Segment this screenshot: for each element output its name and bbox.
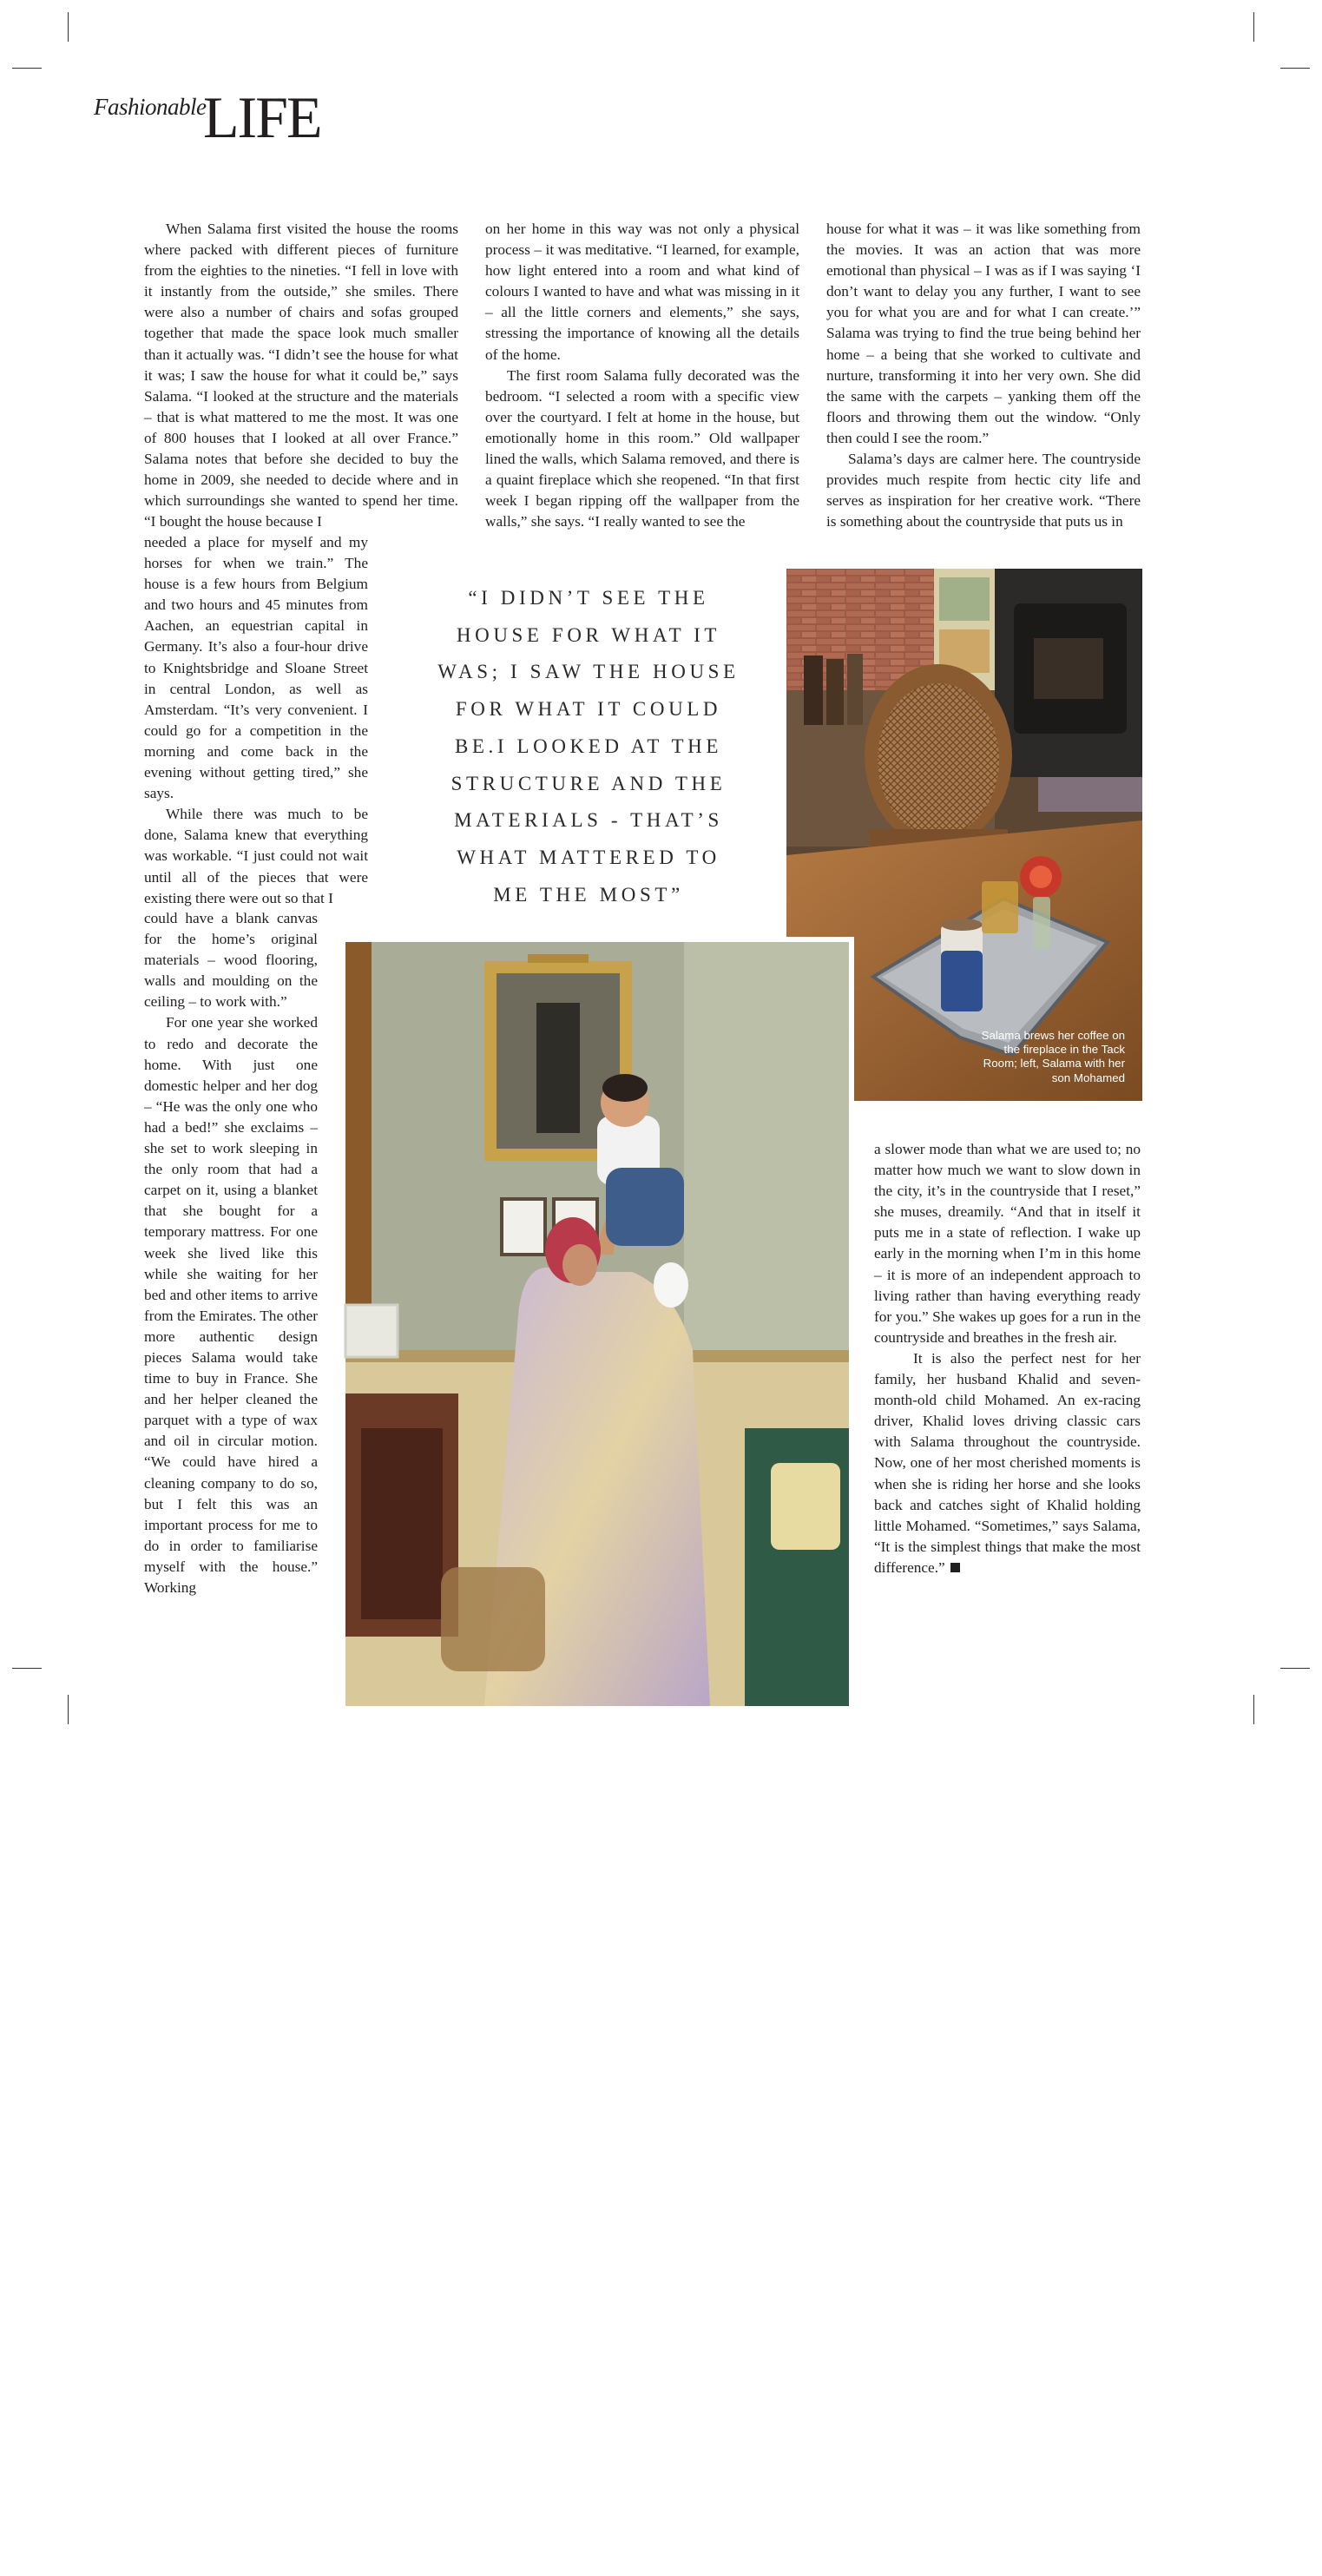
pull-quote [406, 580, 771, 913]
pull-quote-line: ME THE MOST” [493, 883, 684, 906]
crop-mark [12, 68, 42, 69]
page-number: 118 [835, 2553, 864, 2575]
photo-salama-image [345, 942, 849, 1706]
pull-quote-line: STRUCTURE AND THE [451, 772, 727, 794]
folio-section: Interiors [1046, 2557, 1103, 2575]
masthead-big: LIFE [203, 84, 321, 150]
pull-quote-line: MATERIALS - THAT’S [454, 809, 723, 832]
paragraph: The first room Salama fully decorated was the bedroom. “I selected a room with a specific view over the courtyard. I felt at home in the house, but emotionally home in this room.” Old wallpaper lined the walls, which Salama removed, and there is a quaint fireplace which she reopened. “In that first week I began ripping off the wallpaper from the walls,” she says. “I really wanted to see the [485, 366, 799, 530]
paragraph: Salama’s days are calmer here. The countryside provides much respite from hectic city life and serves as inspiration for her creative work. “There is something about the countryside that puts us in [826, 451, 1141, 530]
body-column-left-mid [144, 532, 368, 909]
crop-mark [68, 12, 69, 42]
paragraph: on her home in this way was not only a physical process – it was meditative. “I learned, for example, how light entered into a room and what kind of colours I wanted to have and what was missing in it – all the little corners and elements,” she says, stressing the importance of knowing all the details of the home. [485, 221, 799, 363]
pull-quote-line: BE.I LOOKED AT THE [454, 735, 723, 757]
paragraph: While there was much to be done, Salama knew that everything was workable. “I just could not wait until all of the pieces that were existing there were out so that I [144, 806, 368, 906]
folio-site: HarpersBazaarArabia.com [866, 2557, 1042, 2575]
end-mark [950, 1563, 960, 1572]
pull-quote-line: “I DIDN’T SEE THE [468, 587, 709, 609]
body-column-left-bottom [144, 908, 318, 1598]
folio-issue: Winter 2017 [1106, 2557, 1188, 2575]
pull-quote-line: WAS; I SAW THE HOUSE [437, 661, 740, 683]
photo-caption: Salama brews her coffee on the fireplace in the Tack Room; left, Salama with her son Mohamed [981, 1028, 1125, 1084]
body-column-right [826, 219, 1141, 532]
crop-mark [1280, 68, 1310, 69]
folio [835, 2553, 1187, 2576]
body-column-middle [485, 219, 799, 532]
crop-mark [1253, 12, 1254, 42]
masthead-small: Fashionable [94, 94, 207, 120]
pull-quote-line: HOUSE FOR WHAT IT [456, 623, 721, 646]
paragraph [874, 1348, 1141, 1578]
body-column-left-top [144, 219, 458, 532]
paragraph: house for what it was – it was like something from the movies. It was an action that was more emotional than physical – I was as if I was saying ‘I don’t want to delay you any further, I want to see you for what you are and for what I can create.’” Salama was trying to find the true being behind her home – a being that she worked to cultivate and nurture, transforming it into her very own. She did the same with the carpets – yanking them off the floors and throwing them out the window. “Only then could I see the room.” [826, 221, 1141, 446]
paragraph: a slower mode than what we are used to; no matter how much we want to slow down in the city, it’s in the countryside that I reset,” she muses, dreamily. “And that in itself it puts me in a state of reflection. I wake up early in the morning when I’m in this home – it is more of an independent approach to living rather than having everything ready for you.” She wakes up goes for a run in the countryside and breathes in the fresh air. [874, 1141, 1141, 1346]
paragraph: For one year she worked to redo and decorate the home. With just one domestic helper and her dog – “He was the only one who had a bed!” she exclaims – she set to work sleeping in the only room that had a carpet on it, using a blanket that she bought for a temporary mattress. For one week she lived like this while she waiting for her bed and other items to arrive from the Emirates. The other more authentic design pieces Salama would take time to buy in France. She and her helper cleaned the parquet with a type of wax and oil in circular motion. “We could have hired a cleaning company to do so, but I felt this was an important process for me to do in order to familiarise myself with the house.” Working [144, 1014, 318, 1596]
paragraph: When Salama first visited the house the rooms where packed with different pieces of furniture from the eighties to the nineties. “I fell in love with it instantly from the outside,” she smiles. There were also a number of chairs and sofas grouped together that made the space look much smaller than it actually was. “I didn’t see the house for what it was; I saw the house for what it could be,” says Salama. “I looked at the structure and the materials – that is what mattered to me the most. It was one of 800 houses that I looked at all over France.” Salama notes that before she decided to buy the home in 2009, she needed to decide where and in which surroundings she wanted to spend her time. “I bought the house because I [144, 221, 458, 530]
paragraph-text: It is also the perfect nest for her family, her husband Khalid and seven-month-old child Mohamed. An ex-racing driver, Khalid loves driving classic cars with Salama throughout the countryside. Now, one of her most cherished moments is when she is riding her horse and she looks back and catches sight of Khalid holding little Mohamed. “Sometimes,” says Salama, “It is the simplest things that make the most difference.” [874, 1349, 1141, 1576]
paragraph: could have a blank canvas for the home’s original materials – wood flooring, walls and moulding on the ceiling – to work with.” [144, 910, 318, 1011]
body-column-bottom-right [874, 1139, 1141, 1578]
paragraph: needed a place for myself and my horses for when we train.” The house is a few hours from Belgium and two hours and 45 minutes from Aachen, an equestrian capital in Germany. It’s also a four-hour drive to Knightsbridge and Sloane Street in central London, as well as Amsterdam. “It’s very convenient. I could go for a competition in the morning and come back in the evening without getting tired,” she says. [144, 534, 368, 802]
crop-mark [1280, 1668, 1310, 1669]
crop-mark [68, 1695, 69, 1724]
pull-quote-line: WHAT MATTERED TO [457, 846, 720, 868]
crop-mark [12, 1668, 42, 1669]
pull-quote-line: FOR WHAT IT COULD [455, 698, 722, 721]
crop-mark [1253, 1695, 1254, 1724]
